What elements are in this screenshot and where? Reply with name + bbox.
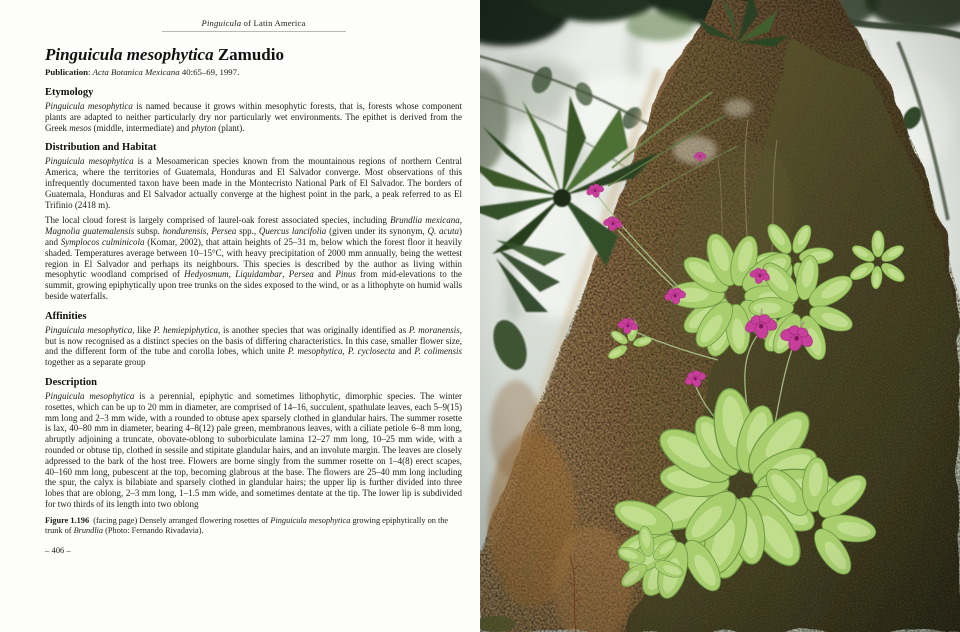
publication-line: Publication: Acta Botanica Mexicana 40:65–69, 1997. (45, 67, 240, 77)
section-heading-etymology: Etymology (45, 87, 94, 98)
running-header: Pinguicula of Latin America (201, 18, 306, 28)
affinities-paragraph: Pinguicula mesophytica, like P. hemiepiphytica, is another species that was originally identified as P. moranensis, but is now recognised as a distinct species on the basis of differing characteristics. In this case, smaller flower size, and the different form of the tube and corolla lobes, which unite P. mesophytica, P. cyclosecta and P. colimensis together as a separate group (45, 324, 463, 368)
header-rule (162, 31, 346, 32)
page-title: Pinguicula mesophytica Zamudio (45, 45, 284, 64)
page-number: – 406 – (45, 544, 71, 555)
section-heading-description: Description (45, 376, 97, 388)
section-heading-distribution: Distribution and Habitat (45, 142, 157, 154)
figure-caption: Figure 1.196 (facing page) Densely arranged flowering rosettes of Pinguicula mesophytica growing epiphytically on the trunk of Brundlia (Photo: Fernando Rivadavia). (45, 515, 451, 536)
etymology-paragraph: Pinguicula mesophytica is named because it grows within mesophytic forests, that is, forests whose component plants are adapted to neither particularly dry nor particularly wet environments. The epithet is derived from the Greek mesos (middle, intermediate) and phyton (plant). (45, 101, 462, 133)
distribution-paragraph-2: The local cloud forest is largely comprised of laurel-oak forest associated species, including Brundlia mexicana, Magnolia guatemalensis subsp. hondurensis, Persea spp., Quercus lancifolia (given under its synonym, Q. acuta) and Symplocos culminicola (Komar, 2002), that attain heights of 25–31 m, below which the forest floor it heavily shaded. Temperatures average between 10–15°C, with heavy precipitation of 2000 mm annually, being the wettest region in El Salvador and perhaps its neighbours. This species is described by the author as living within mesophytic woodland comprised of Hedyosmum, Liquidambar, Persea and Pinus from mid-elevations to the summit, growing epiphytically upon tree trunks on the sides exposed to the wind, or as a lithophyte on humid walls beside waterfalls. (45, 215, 463, 301)
distribution-paragraph-1: Pinguicula mesophytica is a Mesoamerican species known from the mountainous regions of northern Central America, where the territories of Guatemala, Honduras and El Salvador converge. Most observations of this infrequently documented taxon have been made in the Montecristo National Park of El Salvador. The borders of Guatemala, Honduras and El Salvador actually converge at the highest point in the park, a peak referred to as El Trifinio (2418 m). (45, 156, 463, 210)
description-paragraph: Pinguicula mesophytica is a perennial, epiphytic and sometimes lithophytic, dimorphic species. The winter rosettes, which can be up to 20 mm in diameter, are comprised of 14–16, succulent, spathulate leaves, each 5–9(15) mm long and 2–3 mm wide, with a rounded to obtuse apex sparsely clothed in glandular hairs. The summer rosette is lax, 40–80 mm in diameter, bearing 4–8(12) pale green, membranous leaves, with a ciliate petiole 6–8 mm long, abruptly adjoining a truncate, obovate-oblong to suborbiculate lamina 12–27 mm long, 10–25 mm wide, with a rounded or obtuse tip, clothed in sessile and stipitate glandular hairs, and an involute margin. The leaves are closely adpressed to the bark of the host tree. Flowers are borne singly from the summer rosette on 1–4(8) erect scapes, 40–160 mm long, pubescent at the top, becoming glabrous at the base. The flowers are 25–40 mm long including the spur, the calyx is bilabiate and sparsely clothed in glandular hairs; the upper lip is further divided into three lobes that are oblong, 2–3 mm long, 1–1.5 mm wide, and sometimes dentate at the tip. The lower lip is subdivided for two thirds of its length into two oblong (45, 390, 462, 509)
photo-vignette (480, 0, 960, 632)
plant-photo (480, 0, 960, 632)
section-heading-affinities: Affinities (45, 310, 87, 322)
